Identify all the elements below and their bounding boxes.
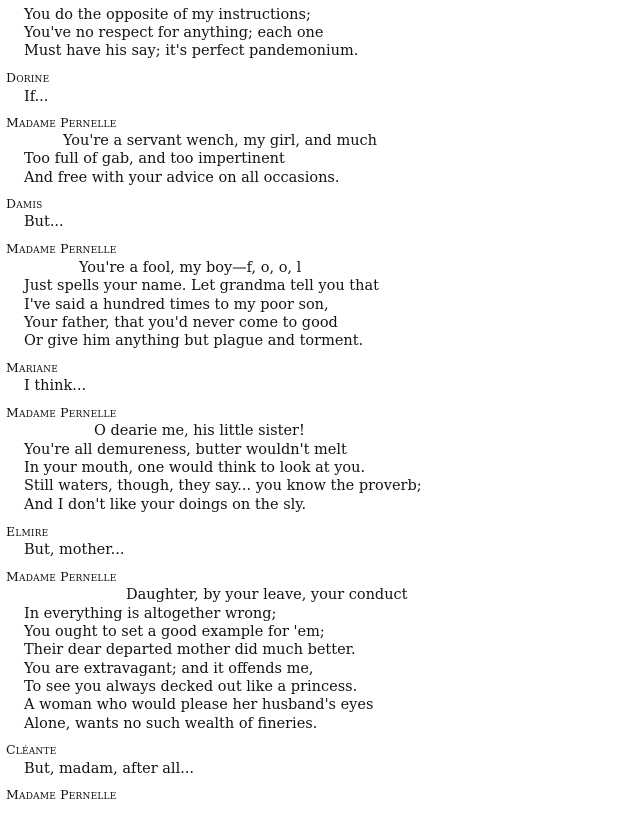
speaker-name: Dorine <box>6 70 50 85</box>
verse-line: I think... <box>24 378 87 394</box>
verse-line: And free with your advice on all occasions. <box>24 170 340 186</box>
speaker-name: Madame Pernelle <box>6 115 117 130</box>
verse-line: You've no respect for anything; each one <box>24 25 324 41</box>
speaker-name: Madame Pernelle <box>6 787 117 802</box>
speaker-name: Madame Pernelle <box>6 569 117 584</box>
verse-line: You ought to set a good example for 'em; <box>24 624 325 640</box>
verse-line: You are extravagant; and it offends me, <box>24 661 314 677</box>
verse-line: Must have his say; it's perfect pandemonium. <box>24 43 359 59</box>
verse-line: A woman who would please her husband's eyes <box>24 697 374 713</box>
verse-line: Your father, that you'd never come to good <box>24 315 338 331</box>
speaker-name: Madame Pernelle <box>6 405 117 420</box>
speaker-name: Mariane <box>6 360 58 375</box>
verse-line: You're all demureness, butter wouldn't melt <box>24 442 347 458</box>
speaker-name: Cléante <box>6 742 57 757</box>
speaker-name: Elmire <box>6 524 49 539</box>
verse-line: You're a fool, my boy—f, o, o, l <box>79 260 302 276</box>
verse-line: Just spells your name. Let grandma tell you that <box>24 278 379 294</box>
verse-line: Their dear departed mother did much better. <box>24 642 356 658</box>
speaker-name: Damis <box>6 196 43 211</box>
verse-line: I've said a hundred times to my poor son, <box>24 297 329 313</box>
verse-line: In your mouth, one would think to look at you. <box>24 460 366 476</box>
verse-line: Still waters, though, they say... you know the proverb; <box>24 478 422 494</box>
verse-line: Too full of gab, and too impertinent <box>24 151 285 167</box>
verse-line: In everything is altogether wrong; <box>24 606 277 622</box>
verse-line: If... <box>24 89 49 105</box>
verse-line: And I don't like your doings on the sly. <box>24 497 307 513</box>
verse-line: But... <box>24 214 64 230</box>
verse-line: Alone, wants no such wealth of fineries. <box>24 716 318 732</box>
verse-line: O dearie me, his little sister! <box>94 423 305 439</box>
speaker-name: Madame Pernelle <box>6 241 117 256</box>
verse-line: You do the opposite of my instructions; <box>24 7 311 23</box>
verse-line: To see you always decked out like a princess. <box>24 679 358 695</box>
verse-line: But, madam, after all... <box>24 761 195 777</box>
verse-line: You're a servant wench, my girl, and much <box>63 133 377 149</box>
verse-line: Daughter, by your leave, your conduct <box>126 587 408 603</box>
verse-line: But, mother... <box>24 542 125 558</box>
verse-line: Or give him anything but plague and torment. <box>24 333 364 349</box>
